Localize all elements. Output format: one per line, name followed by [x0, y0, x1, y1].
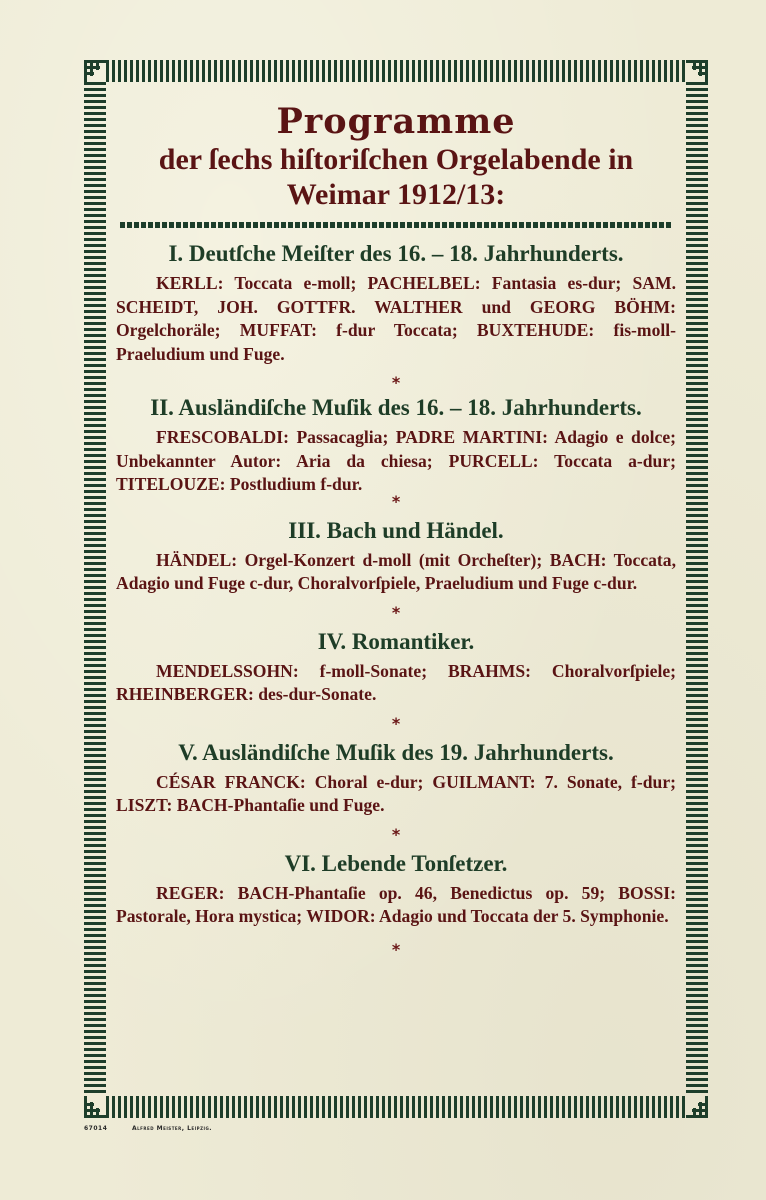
section-3 [112, 517, 680, 622]
section-6 [112, 850, 680, 959]
programme-content [112, 90, 680, 1088]
section-body: CÉSAR FRANCK: Choral e-dur; GUILMANT: 7. Sonate, f-dur; LISZT: BACH-Phantaſie und Fuge. [116, 771, 676, 815]
page-title: Programme [276, 101, 516, 142]
printer-imprint [84, 1125, 234, 1132]
section-heading: III. Bach und Händel. [288, 517, 504, 543]
asterisk-separator-icon: * [391, 939, 401, 959]
section-body: KERLL: Toccata e-moll; PACHELBEL: Fantasia es-dur; SAM. SCHEIDT, JOH. GOTTFR. WALTHER und GEORG BÖHM: Orgelchoräle; MUFFAT: f-dur Toccata; BUXTEHUDE: fis-moll-Praeludium und Fuge. [116, 273, 676, 364]
subtitle-line-2: Weimar 1912/13: [286, 178, 506, 211]
print-number: 67014 [84, 1125, 108, 1132]
section-1 [112, 240, 680, 392]
section-4 [112, 628, 680, 733]
section-body: HÄNDEL: Orgel-Konzert d-moll (mit Orcheſter); BACH: Toccata, Adagio und Fuge c-dur, Choralvorſpiele, Praeludium und Fuge c-dur. [116, 549, 676, 593]
corner-ornament-icon [84, 60, 106, 82]
border-left [84, 82, 106, 1096]
section-body: REGER: BACH-Phantaſie op. 46, Benedictus op. 59; BOSSI: Pastorale, Hora mystica; WIDOR: Adagio und Toccata der 5. Symphonie. [116, 882, 676, 926]
section-body: MENDELSSOHN: f-moll-Sonate; BRAHMS: Choralvorſpiele; RHEINBERGER: des-dur-Sonate. [116, 660, 676, 704]
asterisk-separator-icon: * [391, 602, 401, 622]
section-heading: VI. Lebende Tonſetzer. [284, 850, 508, 876]
corner-ornament-icon [686, 60, 708, 82]
corner-ornament-icon [686, 1096, 708, 1118]
subtitle-line-1: der ſechs hiſtoriſchen Orgelabende in [158, 143, 634, 176]
asterisk-separator-icon: * [391, 491, 401, 511]
dotted-divider [120, 222, 672, 228]
asterisk-separator-icon: * [391, 713, 401, 733]
asterisk-separator-icon: * [391, 373, 401, 392]
decorative-border [84, 60, 708, 1118]
section-body: FRESCOBALDI: Passacaglia; PADRE MARTINI: Adagio e dolce; Unbekannter Autor: Aria da chiesa; PURCELL: Toccata a-dur; TITELOUZE: Postludium f-dur. [116, 427, 676, 494]
border-bottom [106, 1096, 686, 1118]
section-heading: IV. Romantiker. [317, 628, 475, 654]
asterisk-separator-icon: * [391, 824, 401, 844]
section-heading: I. Deutſche Meiſter des 16. – 18. Jahrhunderts. [168, 241, 624, 266]
border-right [686, 82, 708, 1096]
border-top [106, 60, 686, 82]
section-5 [112, 739, 680, 844]
corner-ornament-icon [84, 1096, 106, 1118]
printer-name: Alfred Meister, Leipzig. [131, 1125, 213, 1132]
section-heading: II. Ausländiſche Muſik des 16. – 18. Jahrhunderts. [150, 395, 642, 420]
section-2 [112, 394, 680, 511]
section-heading: V. Ausländiſche Muſik des 19. Jahrhunderts. [178, 739, 614, 765]
